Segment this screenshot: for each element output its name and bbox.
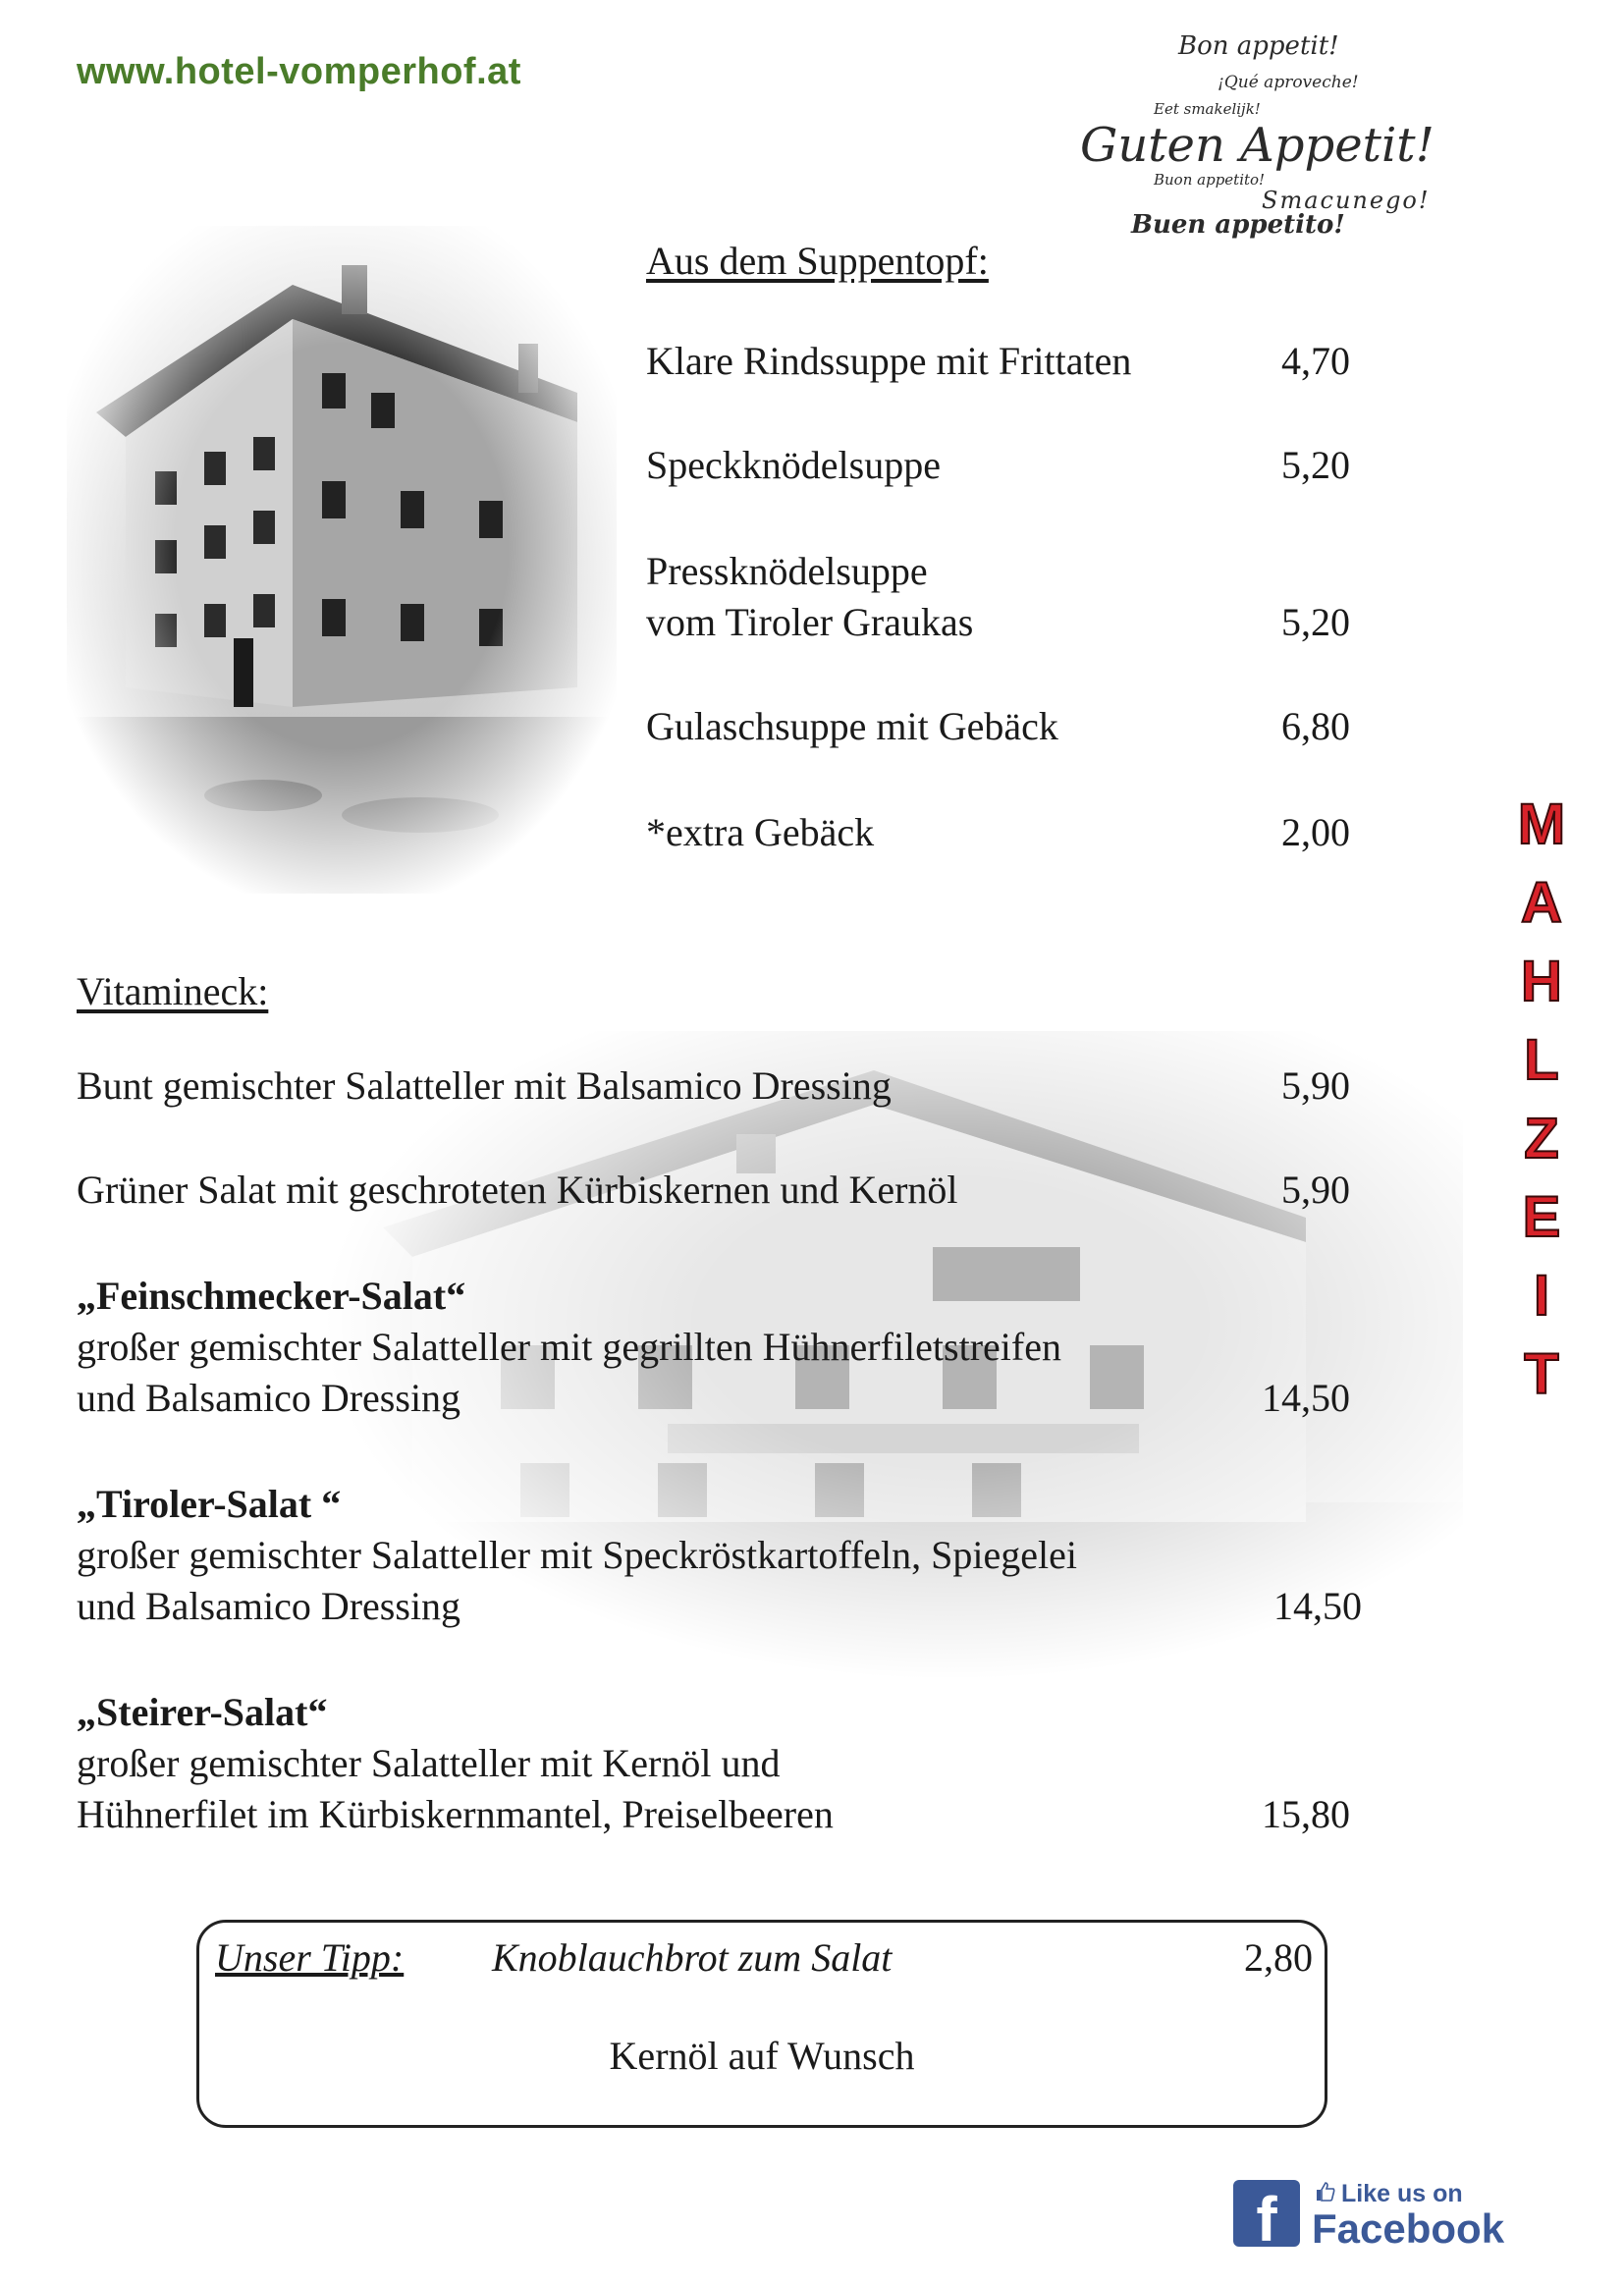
menu-item-price: 5,20: [1281, 600, 1350, 644]
greeting-italian: Buon appetito!: [1154, 171, 1266, 189]
side-label-mahlzeit: [1507, 786, 1576, 1414]
menu-item-name: Speckknödelsuppe: [646, 443, 941, 487]
side-letter: T: [1524, 1342, 1559, 1406]
facebook-like-text: [1316, 2180, 1463, 2208]
section-title-salads: Vitamineck:: [77, 969, 269, 1013]
side-letter: L: [1524, 1028, 1559, 1092]
menu-item-price: 5,90: [1281, 1063, 1350, 1108]
menu-item-desc: großer gemischter Salatteller mit Kernöl und: [77, 1741, 781, 1785]
historic-building-photo: [67, 226, 617, 894]
menu-item-name: Pressknödelsuppe: [646, 549, 928, 593]
menu-item-price: 15,80: [1262, 1792, 1350, 1836]
side-letter: E: [1522, 1185, 1561, 1249]
menu-item-name: Grüner Salat mit geschroteten Kürbiskernen und Kernöl: [77, 1168, 958, 1212]
menu-item-desc: und Balsamico Dressing: [77, 1584, 461, 1628]
side-letter: I: [1533, 1264, 1550, 1328]
section-title-soups: Aus dem Suppentopf:: [646, 239, 989, 283]
menu-item-name-line2: vom Tiroler Graukas: [646, 600, 974, 644]
website-link[interactable]: www.hotel-vomperhof.at: [77, 51, 521, 92]
menu-item-name: Klare Rindssuppe mit Frittaten: [646, 339, 1132, 383]
side-letter: M: [1517, 792, 1566, 856]
greeting-german: Guten Appetit!: [1080, 118, 1435, 173]
menu-item-title: „Feinschmecker-Salat“: [77, 1274, 466, 1318]
tip-price: 2,80: [1244, 1935, 1313, 1980]
greeting-french: Bon appetit!: [1178, 31, 1339, 61]
side-letter: Z: [1524, 1107, 1559, 1170]
greeting-dutch: Eet smakelijk!: [1154, 100, 1261, 118]
facebook-wordmark: Facebook: [1312, 2205, 1505, 2252]
menu-item-price: 14,50: [1273, 1584, 1362, 1628]
menu-item-desc: Hühnerfilet im Kürbiskernmantel, Preiselbeeren: [77, 1792, 834, 1836]
menu-item-desc: und Balsamico Dressing: [77, 1376, 461, 1420]
tip-label: Unser Tipp:: [215, 1935, 405, 1980]
greeting-spanish: ¡Qué aproveche!: [1218, 73, 1359, 92]
menu-item-title: „Tiroler-Salat “: [77, 1482, 342, 1526]
facebook-icon: f: [1233, 2180, 1300, 2247]
tip-box: [196, 1920, 1327, 2128]
menu-item-price: 5,20: [1281, 443, 1350, 487]
greetings-graphic: [1070, 22, 1463, 257]
side-letter: H: [1521, 950, 1562, 1013]
menu-item-price: 14,50: [1262, 1376, 1350, 1420]
facebook-like-label: Like us on: [1341, 2180, 1463, 2207]
greeting-spanish-2: Buen appetito!: [1131, 210, 1345, 240]
tip-note: Kernöl auf Wunsch: [609, 2034, 915, 2078]
greeting-polish: Smacunego!: [1262, 187, 1431, 214]
menu-item-title: „Steirer-Salat“: [77, 1690, 328, 1734]
side-letter: A: [1521, 871, 1562, 935]
menu-item-desc: großer gemischter Salatteller mit Speckröstkartoffeln, Spiegelei: [77, 1533, 1077, 1577]
thumbs-up-icon: [1316, 2182, 1335, 2202]
menu-item-price: 4,70: [1281, 339, 1350, 383]
menu-item-name: Gulaschsuppe mit Gebäck: [646, 704, 1058, 748]
menu-item-price: 2,00: [1281, 810, 1350, 854]
menu-item-price: 5,90: [1281, 1168, 1350, 1212]
facebook-like-badge[interactable]: [1233, 2180, 1505, 2252]
tip-item: Knoblauchbrot zum Salat: [492, 1935, 893, 1980]
menu-item-price: 6,80: [1281, 704, 1350, 748]
menu-item-desc: großer gemischter Salatteller mit gegrillten Hühnerfiletstreifen: [77, 1325, 1061, 1369]
menu-item-name: Bunt gemischter Salatteller mit Balsamico Dressing: [77, 1063, 892, 1108]
menu-item-name: *extra Gebäck: [646, 810, 875, 854]
